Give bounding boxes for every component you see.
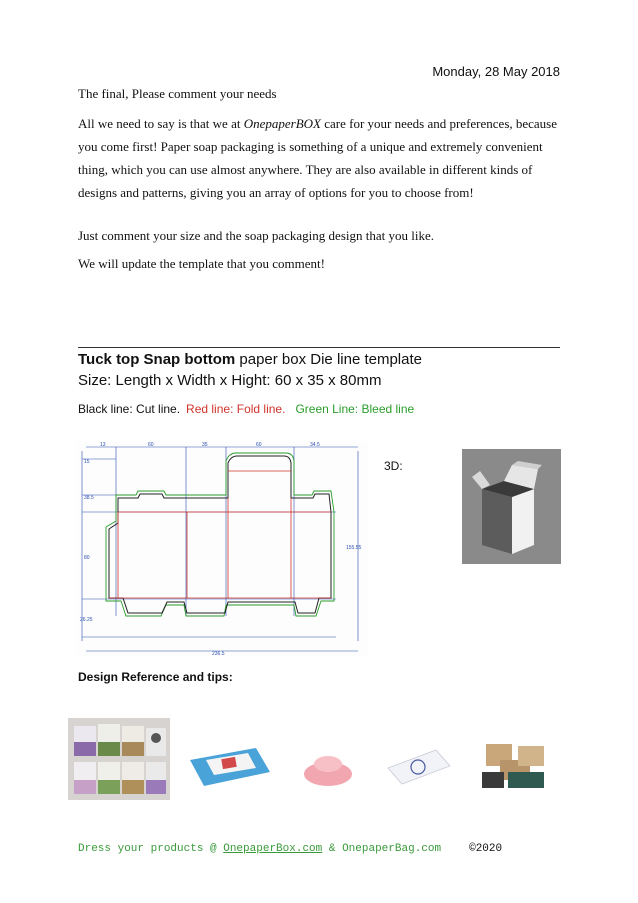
legend-fold: Red line: Fold line. bbox=[186, 402, 286, 416]
paragraph-text-2: care for your needs and preferences, because you come first! Paper soap packaging is something of a unique and extremely convenient thing, which you can use almost anywhere. They are also available in different kinds of designs and patterns, giving you an array of options for you to choose from! bbox=[78, 116, 558, 200]
pink-soap-photo bbox=[300, 752, 356, 788]
document-date: Monday, 28 May 2018 bbox=[432, 64, 560, 79]
brand-name: OnepaperBOX bbox=[243, 116, 321, 131]
dieline-diagram bbox=[76, 441, 368, 656]
dim-left-2: 38.5 bbox=[84, 495, 94, 501]
design-reference-heading: Design Reference and tips: bbox=[78, 670, 233, 684]
footer-amp: & bbox=[322, 843, 343, 855]
footer bbox=[78, 843, 502, 855]
update-note: We will update the template that you comment! bbox=[78, 256, 325, 271]
paragraph-text-1: All we need to say is that we at bbox=[78, 116, 244, 131]
section-divider bbox=[78, 347, 560, 348]
dim-top-3: 35 bbox=[202, 442, 208, 448]
box-3d-render bbox=[462, 449, 561, 564]
comment-prompt: Just comment your size and the soap packaging design that you like. bbox=[78, 228, 434, 243]
footer-prefix: Dress your products @ bbox=[78, 843, 224, 855]
legend-cut: Black line: Cut line. bbox=[78, 402, 181, 416]
line-legend bbox=[78, 402, 414, 416]
footer-copyright: ©2020 bbox=[469, 843, 503, 855]
white-soap-packet-photo bbox=[384, 744, 454, 790]
dim-top-1: 13 bbox=[100, 442, 106, 448]
soap-boxes-stack-photo bbox=[68, 718, 170, 800]
dim-top-5: 34.5 bbox=[310, 442, 320, 448]
template-heading-bold: Tuck top Snap bottom bbox=[78, 351, 236, 368]
dim-bottom: 236.5 bbox=[212, 651, 225, 656]
template-heading bbox=[78, 351, 422, 368]
footer-link-onepaperbag[interactable]: OnepaperBag.com bbox=[342, 843, 442, 855]
dim-top-4: 60 bbox=[256, 442, 262, 448]
label-3d: 3D: bbox=[384, 459, 403, 473]
dim-top-2: 60 bbox=[148, 442, 154, 448]
kraft-soap-boxes-photo bbox=[478, 738, 550, 794]
size-line: Size: Length x Width x Hight: 60 x 35 x 80mm bbox=[78, 372, 382, 389]
intro-paragraph bbox=[78, 112, 560, 204]
legend-bleed: Green Line: Bleed line bbox=[295, 402, 415, 416]
dim-left-1: 15 bbox=[84, 459, 90, 465]
soap-wrapper-photo bbox=[186, 742, 274, 792]
dim-left-4: 26.25 bbox=[80, 617, 93, 623]
footer-link-onepaperbox[interactable]: OnepaperBox.com bbox=[223, 843, 323, 855]
dim-right: 155.55 bbox=[346, 545, 362, 551]
dim-left-3: 80 bbox=[84, 555, 90, 561]
intro-title: The final, Please comment your needs bbox=[78, 86, 277, 101]
template-heading-rest: paper box Die line template bbox=[235, 351, 422, 368]
